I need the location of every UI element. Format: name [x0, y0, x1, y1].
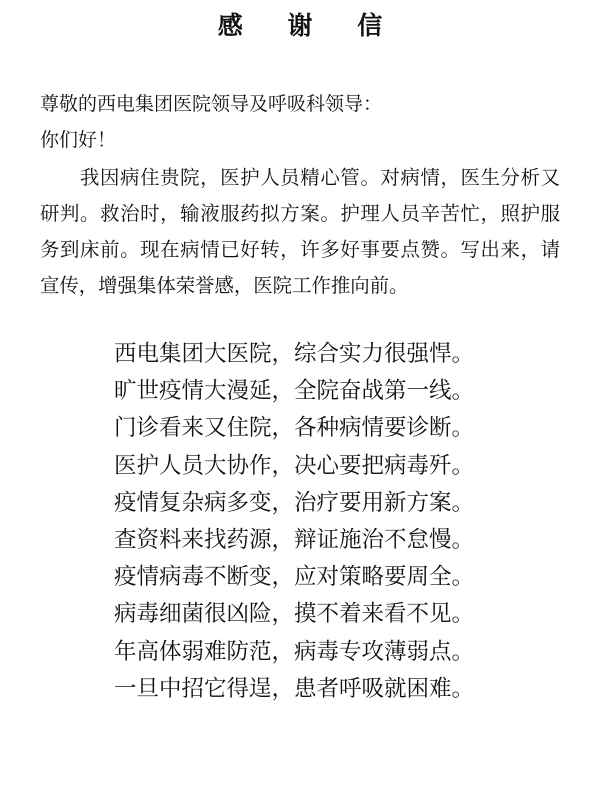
poem-block [114, 336, 474, 708]
poem-line: 医护人员大协作，决心要把病毒歼。 [114, 452, 475, 479]
letter-greeting: 你们好！ [40, 129, 117, 151]
poem-line: 疫情病毒不断变，应对策略要周全。 [114, 564, 475, 591]
poem-line: 病毒细菌很凶险，摸不着来看不见。 [114, 601, 475, 628]
poem-line: 门诊看来又住院，各种病情要诊断。 [114, 415, 475, 442]
poem-line: 疫情复杂病多变，治疗要用新方案。 [114, 489, 475, 516]
poem-line: 一旦中招它得逞，患者呼吸就困难。 [114, 675, 475, 702]
poem-line: 西电集团大医院，综合实力很强悍。 [114, 341, 475, 367]
letter-body-paragraph: 我因病住贵院，医护人员精心管。对病情，医生分析又研判。救治时，输液服药拟方案。护理人员辛苦忙，照护服务到床前。现在病情已好转，许多好事要点赞。写出来，请宣传，增强集体荣誉感，医院工作推向前。 [40, 166, 560, 297]
letter-salutation: 尊敬的西电集团医院领导及呼吸科领导： [40, 93, 383, 115]
poem-line: 年高体弱难防范，病毒专攻薄弱点。 [114, 638, 475, 665]
letter-title: 感 谢 信 [217, 11, 401, 40]
poem-line: 旷世疫情大漫延，全院奋战第一线。 [114, 378, 475, 405]
poem-line: 查资料来找药源，辩证施治不怠慢。 [114, 527, 475, 554]
